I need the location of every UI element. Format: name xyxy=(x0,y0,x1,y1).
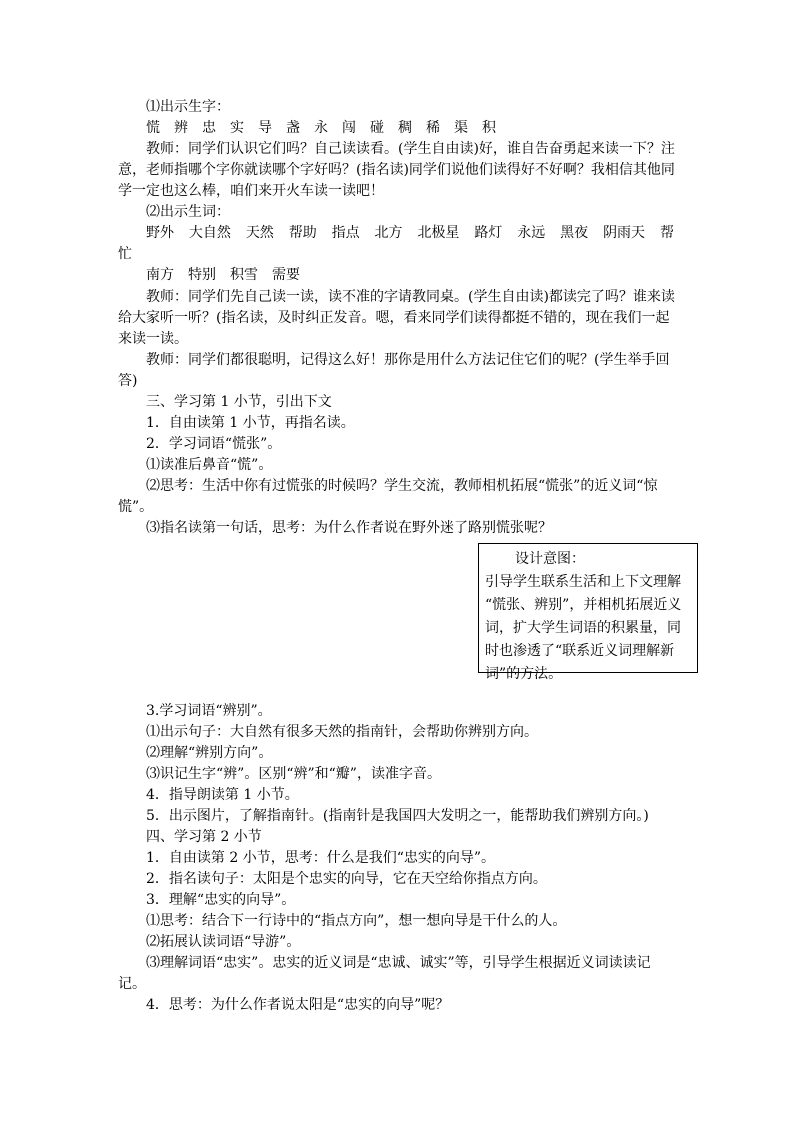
list-item: ⑵拓展认读词语“导游”。 xyxy=(146,934,301,950)
list-item: 4．思考：为什么作者说太阳是“忠实的向导”呢？ xyxy=(146,997,450,1013)
word: 天然 xyxy=(245,225,274,241)
char: 闯 xyxy=(342,120,356,136)
list-item: 4．指导朗读第 1 小节。 xyxy=(146,787,299,803)
design-intent-title: 设计意图： xyxy=(515,551,585,567)
paragraph-line: 答) xyxy=(118,373,138,389)
char: 稠 xyxy=(398,120,412,136)
char: 盏 xyxy=(286,120,300,136)
list-item: ⑶指名读第一句话，思考：为什么作者说在野外迷了路别慌张呢？ xyxy=(146,520,552,536)
word: 黑夜 xyxy=(560,225,589,241)
char: 导 xyxy=(258,120,272,136)
list-item: 5．出示图片，了解指南针。(指南针是我国四大发明之一，能帮助我们辨别方向。) xyxy=(146,808,649,824)
list-item: ⑴出示句子：大自然有很多天然的指南针，会帮助你辨别方向。 xyxy=(146,724,538,740)
design-intent-line: 词”的方法。 xyxy=(485,666,563,682)
word: 永远 xyxy=(517,225,546,241)
paragraph-line: 给大家听一听？(指名读，及时纠正发音。嗯，看来同学们读得都挺不错的，现在我们一起 xyxy=(118,310,670,326)
paragraph-line: 学一定也这么棒，咱们来开火车读一读吧！ xyxy=(118,183,384,199)
char: 积 xyxy=(482,120,496,136)
list-item: 2．学习词语“慌张”。 xyxy=(146,436,282,452)
section-heading: 三、学习第 1 小节，引出下文 xyxy=(146,394,332,410)
word: 北方 xyxy=(374,225,403,241)
char: 永 xyxy=(314,120,328,136)
char: 忠 xyxy=(202,120,216,136)
char: 辨 xyxy=(174,120,188,136)
list-item: ⑵理解“辨别方向”。 xyxy=(146,745,273,761)
new-words-row-2: 南方 特别 积雪 需要 xyxy=(146,267,300,283)
list-item: 记。 xyxy=(118,976,146,992)
list-item: 3．理解“忠实的向导”。 xyxy=(146,892,296,908)
design-intent-line: 引导学生联系生活和上下文理解 xyxy=(485,574,681,590)
char: 实 xyxy=(230,120,244,136)
paragraph-line: 教师：同学们都很聪明，记得这么好！那你是用什么方法记住它们的呢？(学生举手回 xyxy=(146,352,670,368)
list-item: ⑴读准后鼻音“慌”。 xyxy=(146,457,273,473)
word: 帮助 xyxy=(288,225,317,241)
list-item: 1．自由读第 1 小节，再指名读。 xyxy=(146,415,355,431)
chars-title: ⑴出示生字： xyxy=(146,99,230,115)
word: 帮 xyxy=(659,225,674,241)
paragraph-line: 教师：同学们先自己读一读，读不准的字请教同桌。(学生自由读)都读完了吗？谁来读 xyxy=(146,289,675,305)
char: 慌 xyxy=(146,120,160,136)
design-intent-line: 词，扩大学生词语的积累量，同 xyxy=(485,620,681,636)
design-intent-box xyxy=(478,543,698,682)
char: 渠 xyxy=(454,120,468,136)
word: 阴雨天 xyxy=(603,225,646,241)
list-item: ⑶识记生字“辨”。区别“辨”和“瓣”，读准字音。 xyxy=(146,766,441,782)
new-words-row xyxy=(146,223,674,243)
section-heading: 四、学习第 2 小节 xyxy=(146,829,262,845)
list-item: 1．自由读第 2 小节，思考：什么是我们“忠实的向导”。 xyxy=(146,850,496,866)
char: 碰 xyxy=(370,120,384,136)
word: 路灯 xyxy=(474,225,503,241)
words-title: ⑵出示生词： xyxy=(146,204,230,220)
paragraph-line: 意，老师指哪个字你就读哪个字好吗？(指名读)同学们说他们读得好不好啊？我相信其他同 xyxy=(118,162,675,178)
list-item: ⑵思考：生活中你有过慌张的时候吗？学生交流，教师相机拓展“慌张”的近义词“惊 xyxy=(146,478,658,494)
word: 忙 xyxy=(118,246,132,262)
design-intent-line: 时也渗透了“联系近义词理解新 xyxy=(485,643,675,659)
word: 野外 xyxy=(146,225,174,241)
word: 北极星 xyxy=(417,225,460,241)
list-item: 3.学习词语“辨别”。 xyxy=(146,703,272,719)
word: 大自然 xyxy=(188,225,231,241)
char: 稀 xyxy=(426,120,440,136)
word: 指点 xyxy=(331,225,360,241)
list-item: ⑶理解词语“忠实”。忠实的近义词是“忠诚、诚实”等，引导学生根据近义词读读记 xyxy=(146,955,651,971)
paragraph-line: 来读一读。 xyxy=(118,331,188,347)
list-item: ⑴思考：结合下一行诗中的“指点方向”，想一想向导是干什么的人。 xyxy=(146,913,567,929)
list-item: 2．指名读句子：太阳是个忠实的向导，它在天空给你指点方向。 xyxy=(146,871,547,887)
list-item: 慌”。 xyxy=(118,499,154,515)
new-chars-row xyxy=(146,118,496,138)
design-intent-line: “慌张、辨别”，并相机拓展近义 xyxy=(485,597,682,613)
paragraph-line: 教师：同学们认识它们吗？自己读读看。(学生自由读)好，谁自告奋勇起来读一下？注 xyxy=(146,141,675,157)
